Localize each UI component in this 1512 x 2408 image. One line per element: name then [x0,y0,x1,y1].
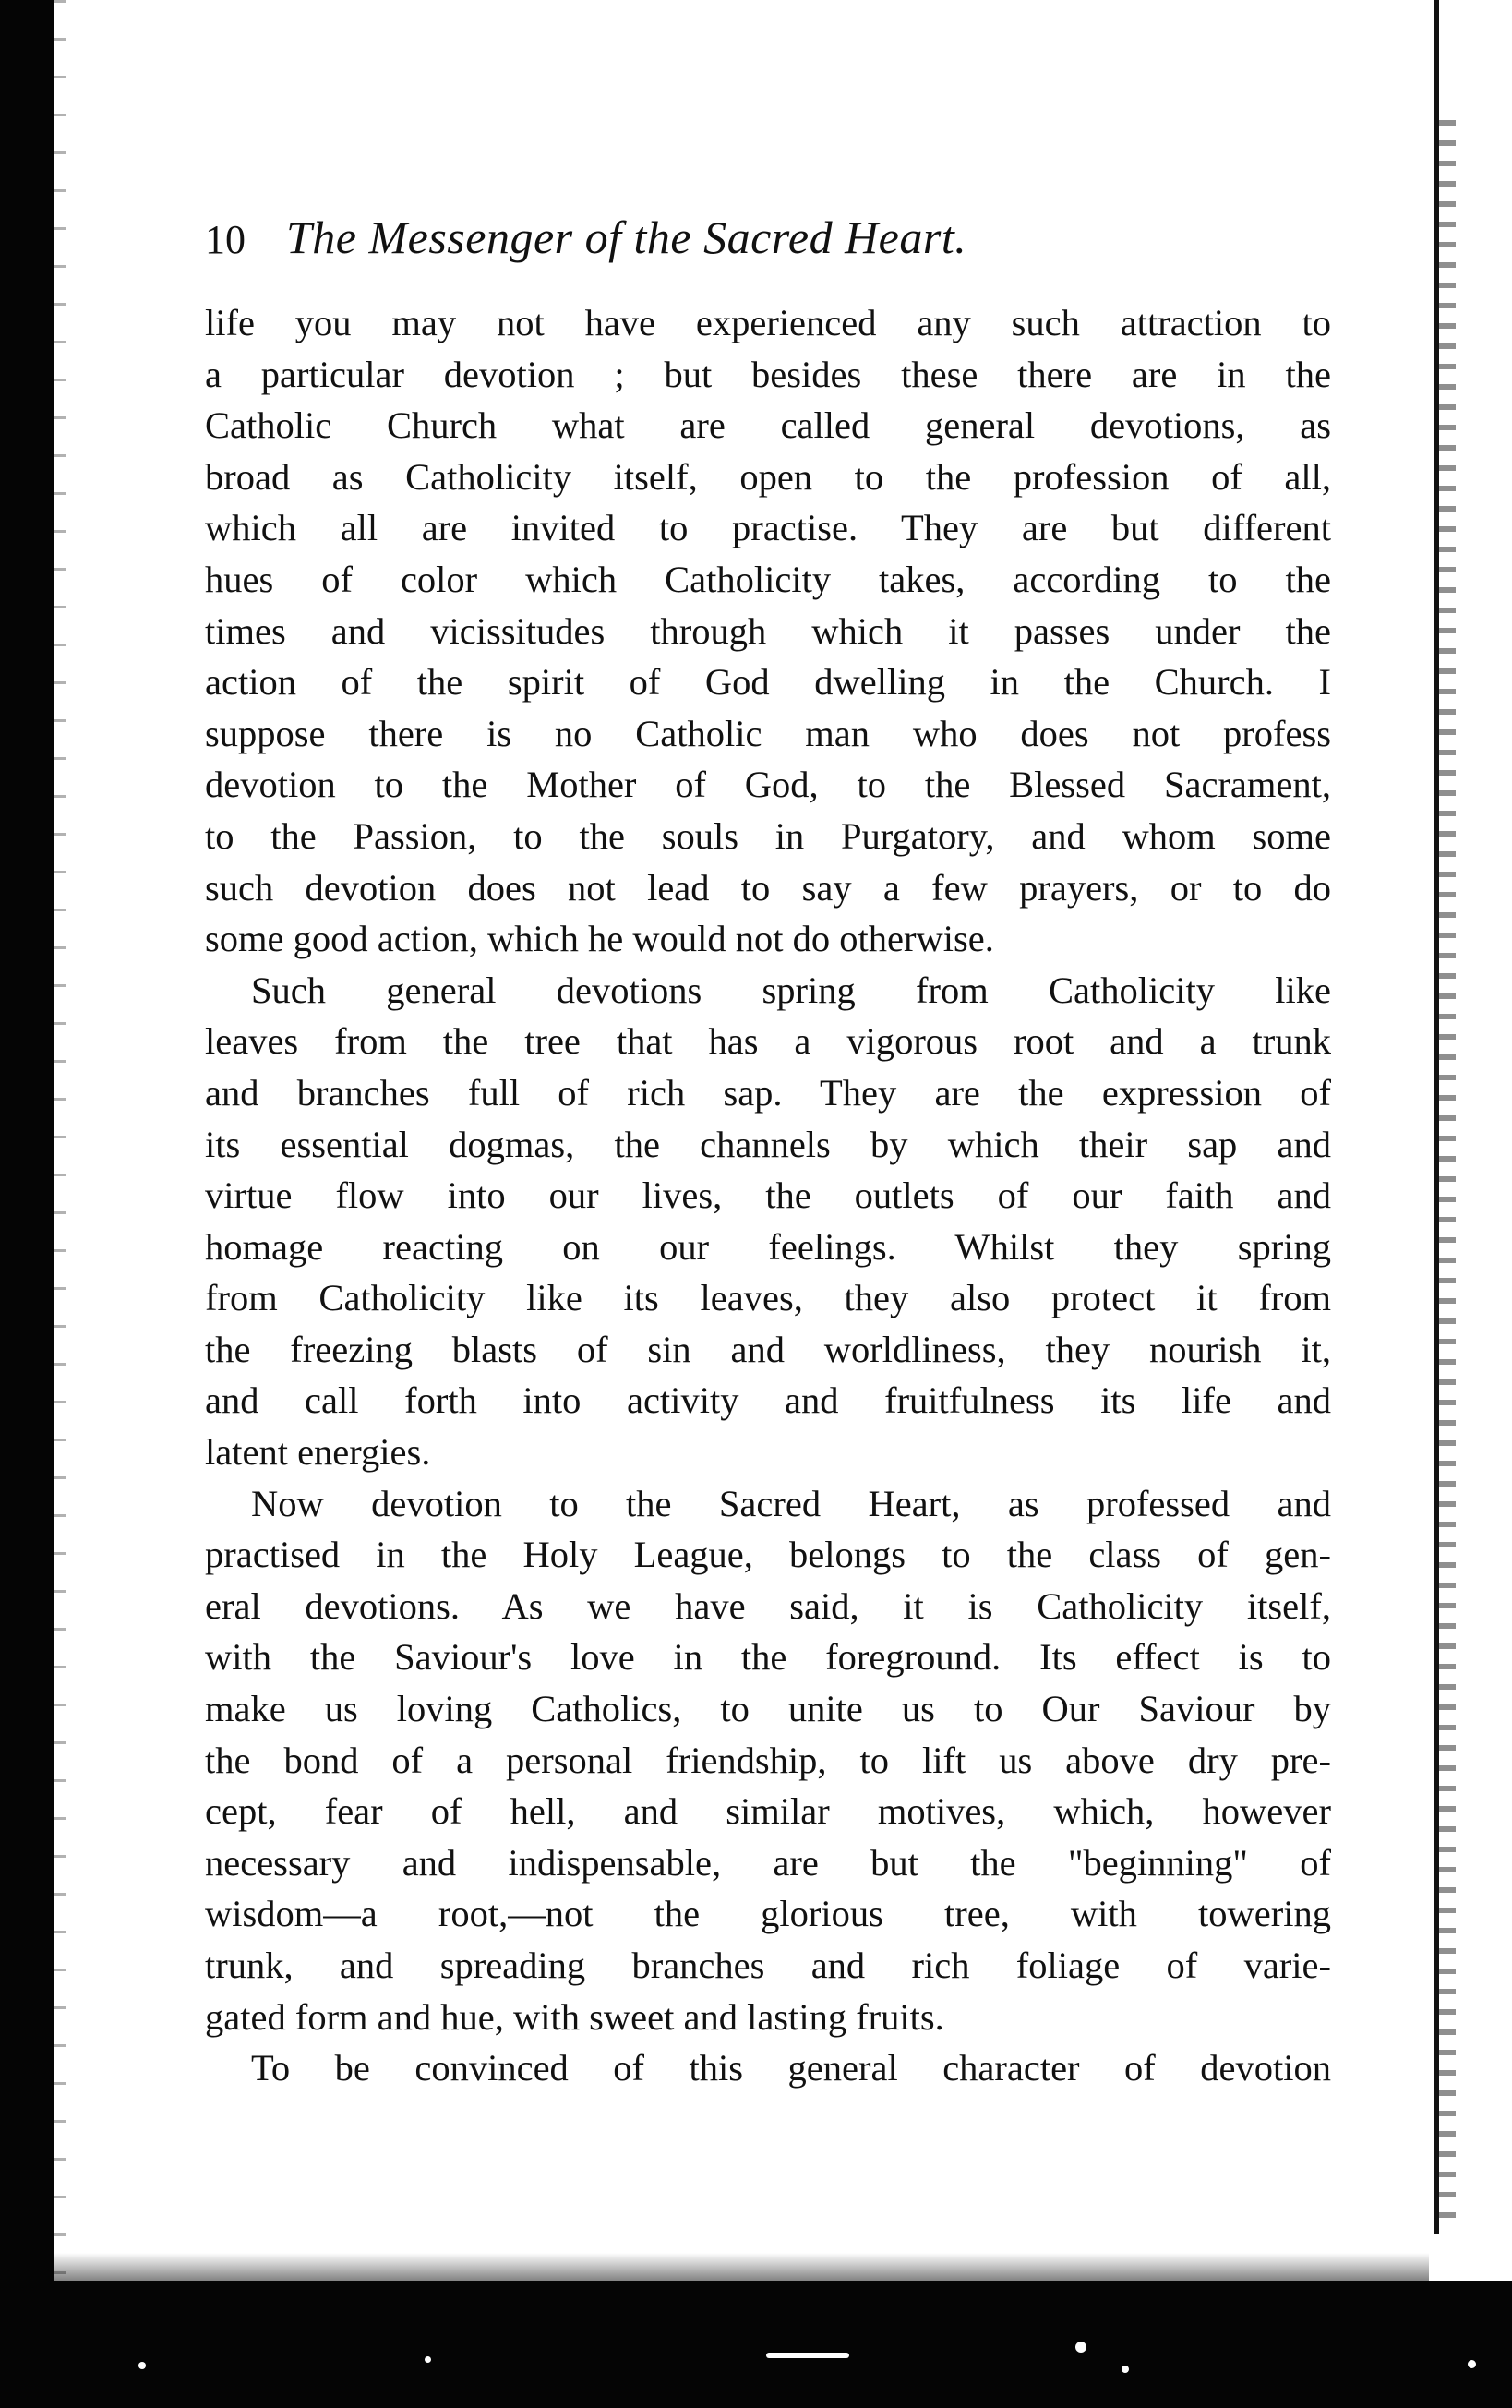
text-line: some good action, which he would not do otherwise. [205,918,994,960]
text-line: action of the spirit of God dwelling in the Church. I [205,661,1331,704]
text-line: the bond of a personal friendship, to lift us above dry pre- [205,1739,1331,1781]
paragraph [205,2042,1331,2094]
scan-binding-shadow [0,0,54,2408]
text-line: suppose there is no Catholic man who does not profess [205,712,1331,754]
text-line: and call forth into activity and fruitfulness its life and [205,1379,1331,1422]
text-line: eral devotions. As we have said, it is Catholicity itself, [205,1584,1331,1627]
book-page [205,211,1331,2094]
text-line: Catholic Church what are called general devotions, as [205,404,1331,447]
scan-speck [766,2353,849,2358]
text-line: devotion to the Mother of God, to the Blessed Sacrament, [205,764,1331,806]
text-line: necessary and indispensable, are but the "beginning" of [205,1841,1331,1884]
text-line: Such general devotions spring from Catholicity like [251,969,1331,1011]
page-number: 10 [205,217,246,262]
text-line: from Catholicity like its leaves, they also protect it from [205,1277,1331,1319]
text-line: latent energies. [205,1431,431,1474]
text-line: practised in the Holy League, belongs to the class of gen- [205,1534,1331,1576]
text-line: To be convinced of this general character of devotion [251,2047,1331,2089]
text-line: a particular devotion ; but besides these there are in the [205,353,1331,395]
text-line: homage reacting on our feelings. Whilst they spring [205,1225,1331,1268]
scan-speck [1075,2342,1086,2353]
scan-speck [138,2362,146,2369]
text-line: wisdom—a root,—not the glorious tree, with towering [205,1893,1331,1935]
scan-speck [1468,2360,1476,2368]
scan-speck [425,2356,431,2363]
paragraph [205,965,1331,1478]
paragraph [205,297,1331,965]
text-line: with the Saviour's love in the foreground. Its effect is to [205,1636,1331,1679]
text-line: and branches full of rich sap. They are the expression of [205,1071,1331,1114]
body-text [205,297,1331,2094]
paragraph [205,1478,1331,2043]
text-line: to the Passion, to the souls in Purgatory, and whom some [205,814,1331,857]
text-line: life you may not have experienced any such attraction to [205,302,1331,343]
text-line: the freezing blasts of sin and worldliness, they nourish it, [205,1328,1331,1370]
scan-right-edge-grain [1439,120,1456,2225]
scan-bottom-fade [54,2253,1429,2284]
text-line: leaves from the tree that has a vigorous root and a trunk [205,1020,1331,1063]
running-title: The Messenger of the Sacred Heart. [286,211,967,263]
text-line: cept, fear of hell, and similar motives, which, however [205,1790,1331,1833]
running-head [205,211,1331,277]
scan-binding-grain [54,0,66,2408]
text-line: hues of color which Catholicity takes, according to the [205,558,1331,600]
text-line: which all are invited to practise. They are but different [205,507,1331,549]
text-line: Now devotion to the Sacred Heart, as professed and [251,1482,1331,1524]
text-line: times and vicissitudes through which it passes under the [205,609,1331,652]
text-line: trunk, and spreading branches and rich foliage of varie- [205,1944,1331,1986]
scan-speck [1122,2366,1129,2373]
text-line: gated form and hue, with sweet and lasting fruits. [205,1995,944,2038]
text-line: its essential dogmas, the channels by which their sap and [205,1123,1331,1165]
scan-bottom-shadow [0,2281,1512,2408]
text-line: such devotion does not lead to say a few prayers, or to do [205,866,1331,909]
text-line: virtue flow into our lives, the outlets of our faith and [205,1174,1331,1217]
text-line: make us loving Catholics, to unite us to Our Saviour by [205,1688,1331,1730]
text-line: broad as Catholicity itself, open to the profession of all, [205,455,1331,498]
